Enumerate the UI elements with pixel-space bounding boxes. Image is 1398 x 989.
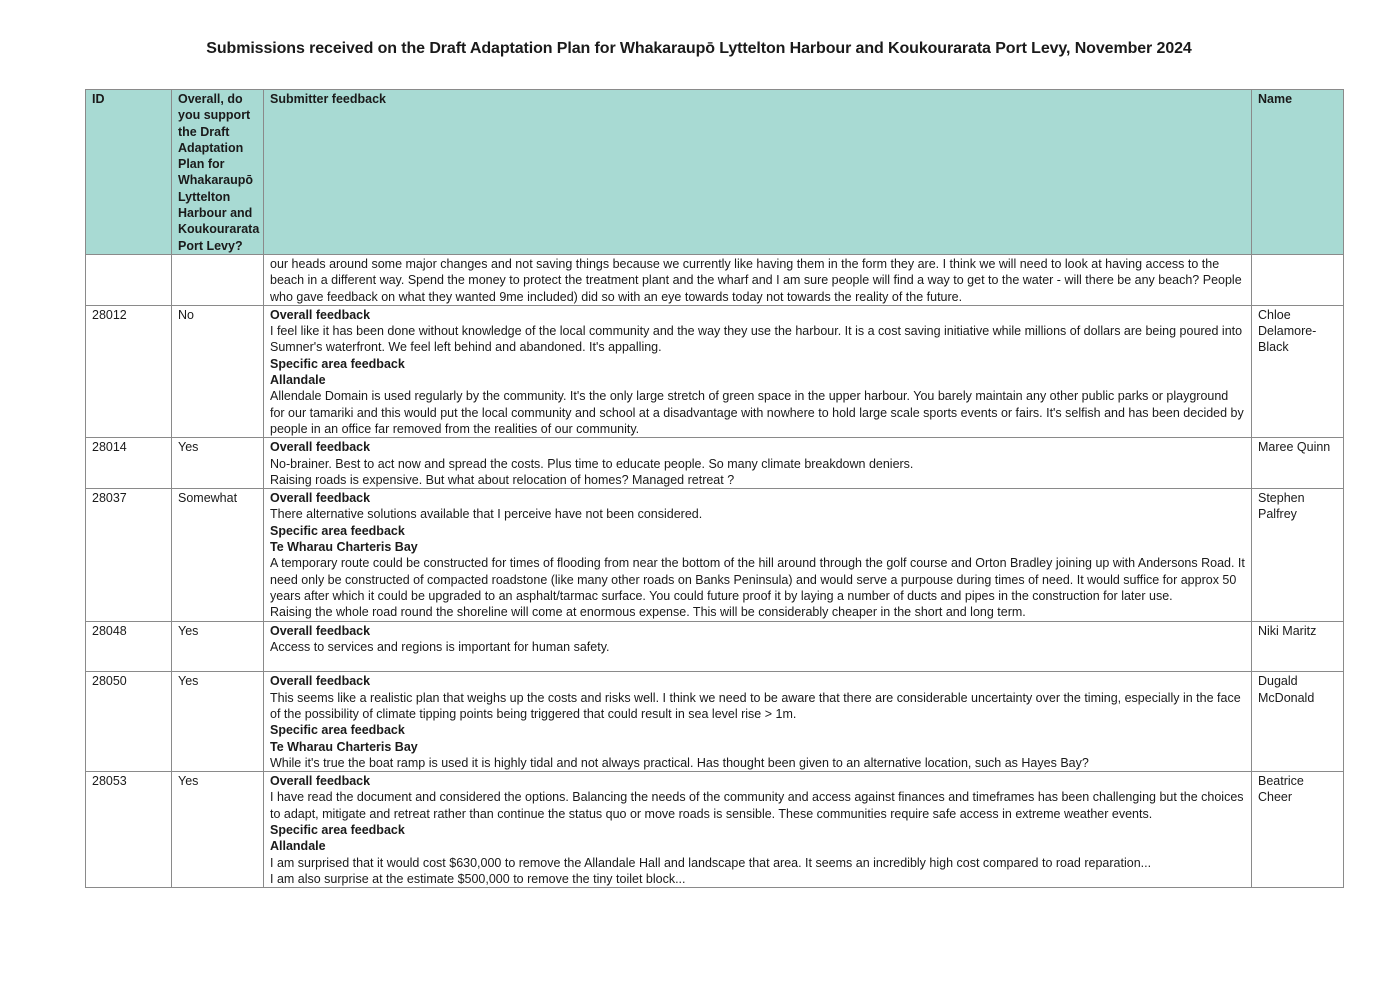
cell-feedback (264, 438, 1252, 489)
feedback-heading: Te Wharau Charteris Bay (270, 540, 418, 555)
feedback-heading: Overall feedback (270, 307, 371, 322)
cell-support: Yes (172, 672, 264, 772)
name-line: McDonald (1258, 690, 1315, 705)
cell-support: Yes (172, 621, 264, 672)
page-title: Submissions received on the Draft Adaptation Plan for Whakaraupō Lyttelton Harbour and Koukourarata Port Levy, November 2024 (206, 40, 1192, 57)
header-support-line: the Draft (178, 124, 230, 139)
name-line: Dugald (1258, 674, 1298, 689)
cell-feedback (264, 305, 1252, 437)
feedback-text: our heads around some major changes and not saving things because we currently like having them in the form they are. I think we will need to look at having access to the beach in a different way. Spend the money to protect the treatment plant and the wharf and I am sure people will find a way to get to the water - will there be any beach? People who gave feedback on what they wanted 9me included) did so with an eye towards today not towards the reality of the future. (270, 256, 1242, 304)
feedback-text: This seems like a realistic plan that weighs up the costs and risks well. I think we need to be aware that there are considerable uncertainty over the timing, especially in the face of the possibility of climate tipping points being triggered that could result in sea level rise > 1m. (270, 690, 1241, 721)
feedback-heading: Specific area feedback (270, 723, 405, 738)
name-line: Chloe (1258, 307, 1291, 322)
cell-support: No (172, 305, 264, 437)
feedback-text (270, 655, 1246, 671)
cell-feedback (264, 672, 1252, 772)
feedback-text: While it's true the boat ramp is used it is highly tidal and not always practical. Has thought been given to an alternative location, such as Hayes Bay? (270, 755, 1089, 770)
cell-feedback (264, 489, 1252, 621)
name-line: Maree Quinn (1258, 440, 1331, 455)
feedback-text: Allendale Domain is used regularly by the community. It's the only large stretch of green space in the upper harbour. You barely maintain any other public parks or playground for our tamariki and this would put the local community and school at a disadvantage with nowhere to hold large scale sports events or fairs. It's selfish and has been decided by people in an office far removed from the realities of our community. (270, 389, 1244, 436)
cell-id: 28012 (86, 305, 172, 437)
name-line: Cheer (1258, 790, 1293, 805)
feedback-text: I feel like it has been done without knowledge of the local community and the way they use the harbour. It is a cost saving initiative while millions of dollars are being poured into Sumner's waterfront. We feel left behind and abandoned. It's appalling. (270, 324, 1243, 355)
table-row (86, 305, 1344, 437)
name-line: Stephen (1258, 491, 1305, 506)
cell-support: Yes (172, 772, 264, 888)
feedback-text: I am surprised that it would cost $630,000 to remove the Allandale Hall and landscape that area. It seems an incredibly high cost compared to road reparation... (270, 855, 1152, 870)
feedback-text: A temporary route could be constructed for times of flooding from near the bottom of the hill around through the golf course and Orton Bradley joining up with Andersons Road. It need only be constructed of compacted roadstone (like many other roads on Banks Peninsula) and would serve a purpouse during times of need. It would suffice for approx 50 years after which it could be upgraded to an asphalt/tarmac surface. You could future proof it by laying a number of ducts and pipes in the construction for later use. (270, 556, 1245, 603)
table-row (86, 438, 1344, 489)
feedback-text: Access to services and regions is important for human safety. (270, 639, 610, 654)
feedback-heading: Allandale (270, 839, 326, 854)
cell-id (86, 254, 172, 305)
submissions-table (85, 89, 1344, 888)
feedback-text: I am also surprise at the estimate $500,000 to remove the tiny toilet block... (270, 871, 686, 886)
table-row (86, 489, 1344, 621)
name-line: Niki Maritz (1258, 623, 1317, 638)
cell-support: Yes (172, 438, 264, 489)
table-row (86, 621, 1344, 672)
cell-id: 28050 (86, 672, 172, 772)
header-support (172, 90, 264, 255)
name-line: Delamore- (1258, 324, 1317, 339)
header-support-line: you support (178, 108, 251, 123)
cell-feedback (264, 621, 1252, 672)
feedback-heading: Overall feedback (270, 623, 371, 638)
feedback-heading: Overall feedback (270, 774, 371, 789)
cell-name (1252, 672, 1344, 772)
cell-feedback (264, 254, 1252, 305)
table-row (86, 254, 1344, 305)
table-row (86, 772, 1344, 888)
cell-id: 28053 (86, 772, 172, 888)
cell-id: 28014 (86, 438, 172, 489)
cell-feedback (264, 772, 1252, 888)
cell-name (1252, 305, 1344, 437)
cell-id: 28037 (86, 489, 172, 621)
feedback-text: Raising the whole road round the shoreline will come at enormous expense. This will be considerably cheaper in the short and long term. (270, 605, 1026, 620)
header-support-line: Port Levy? (178, 238, 243, 253)
name-line: Palfrey (1258, 507, 1297, 522)
feedback-heading: Allandale (270, 373, 326, 388)
feedback-heading: Overall feedback (270, 491, 371, 506)
cell-name (1252, 772, 1344, 888)
header-support-line: Koukourarata (178, 222, 260, 237)
header-id: ID (86, 90, 172, 255)
feedback-heading: Specific area feedback (270, 356, 405, 371)
cell-name (1252, 438, 1344, 489)
name-line: Beatrice (1258, 774, 1304, 789)
feedback-heading: Overall feedback (270, 440, 371, 455)
cell-name (1252, 254, 1344, 305)
header-name: Name (1252, 90, 1344, 255)
header-support-line: Harbour and (178, 206, 253, 221)
feedback-heading: Overall feedback (270, 674, 371, 689)
cell-support (172, 254, 264, 305)
table-header-row (86, 90, 1344, 255)
header-support-line: Adaptation (178, 140, 244, 155)
header-support-line: Lyttelton (178, 189, 231, 204)
feedback-text: I have read the document and considered the options. Balancing the needs of the community and access against finances and timeframes has been challenging but the choices to adapt, mitigate and retreat rather than continue the status quo or move roads is sensible. These communities require safe access in extreme weather events. (270, 790, 1244, 821)
feedback-text: Raising roads is expensive. But what about relocation of homes? Managed retreat ? (270, 472, 735, 487)
feedback-heading: Specific area feedback (270, 823, 405, 838)
feedback-heading: Specific area feedback (270, 523, 405, 538)
table-row (86, 672, 1344, 772)
header-feedback: Submitter feedback (264, 90, 1252, 255)
feedback-text: No-brainer. Best to act now and spread the costs. Plus time to educate people. So many climate breakdown deniers. (270, 456, 914, 471)
cell-id: 28048 (86, 621, 172, 672)
cell-support: Somewhat (172, 489, 264, 621)
name-line: Black (1258, 340, 1289, 355)
header-support-line: Whakaraupō (178, 173, 254, 188)
header-support-line: Plan for (178, 157, 225, 172)
feedback-heading: Te Wharau Charteris Bay (270, 739, 418, 754)
cell-name (1252, 621, 1344, 672)
feedback-text: There alternative solutions available that I perceive have not been considered. (270, 507, 703, 522)
header-support-line: Overall, do (178, 92, 243, 106)
cell-name (1252, 489, 1344, 621)
